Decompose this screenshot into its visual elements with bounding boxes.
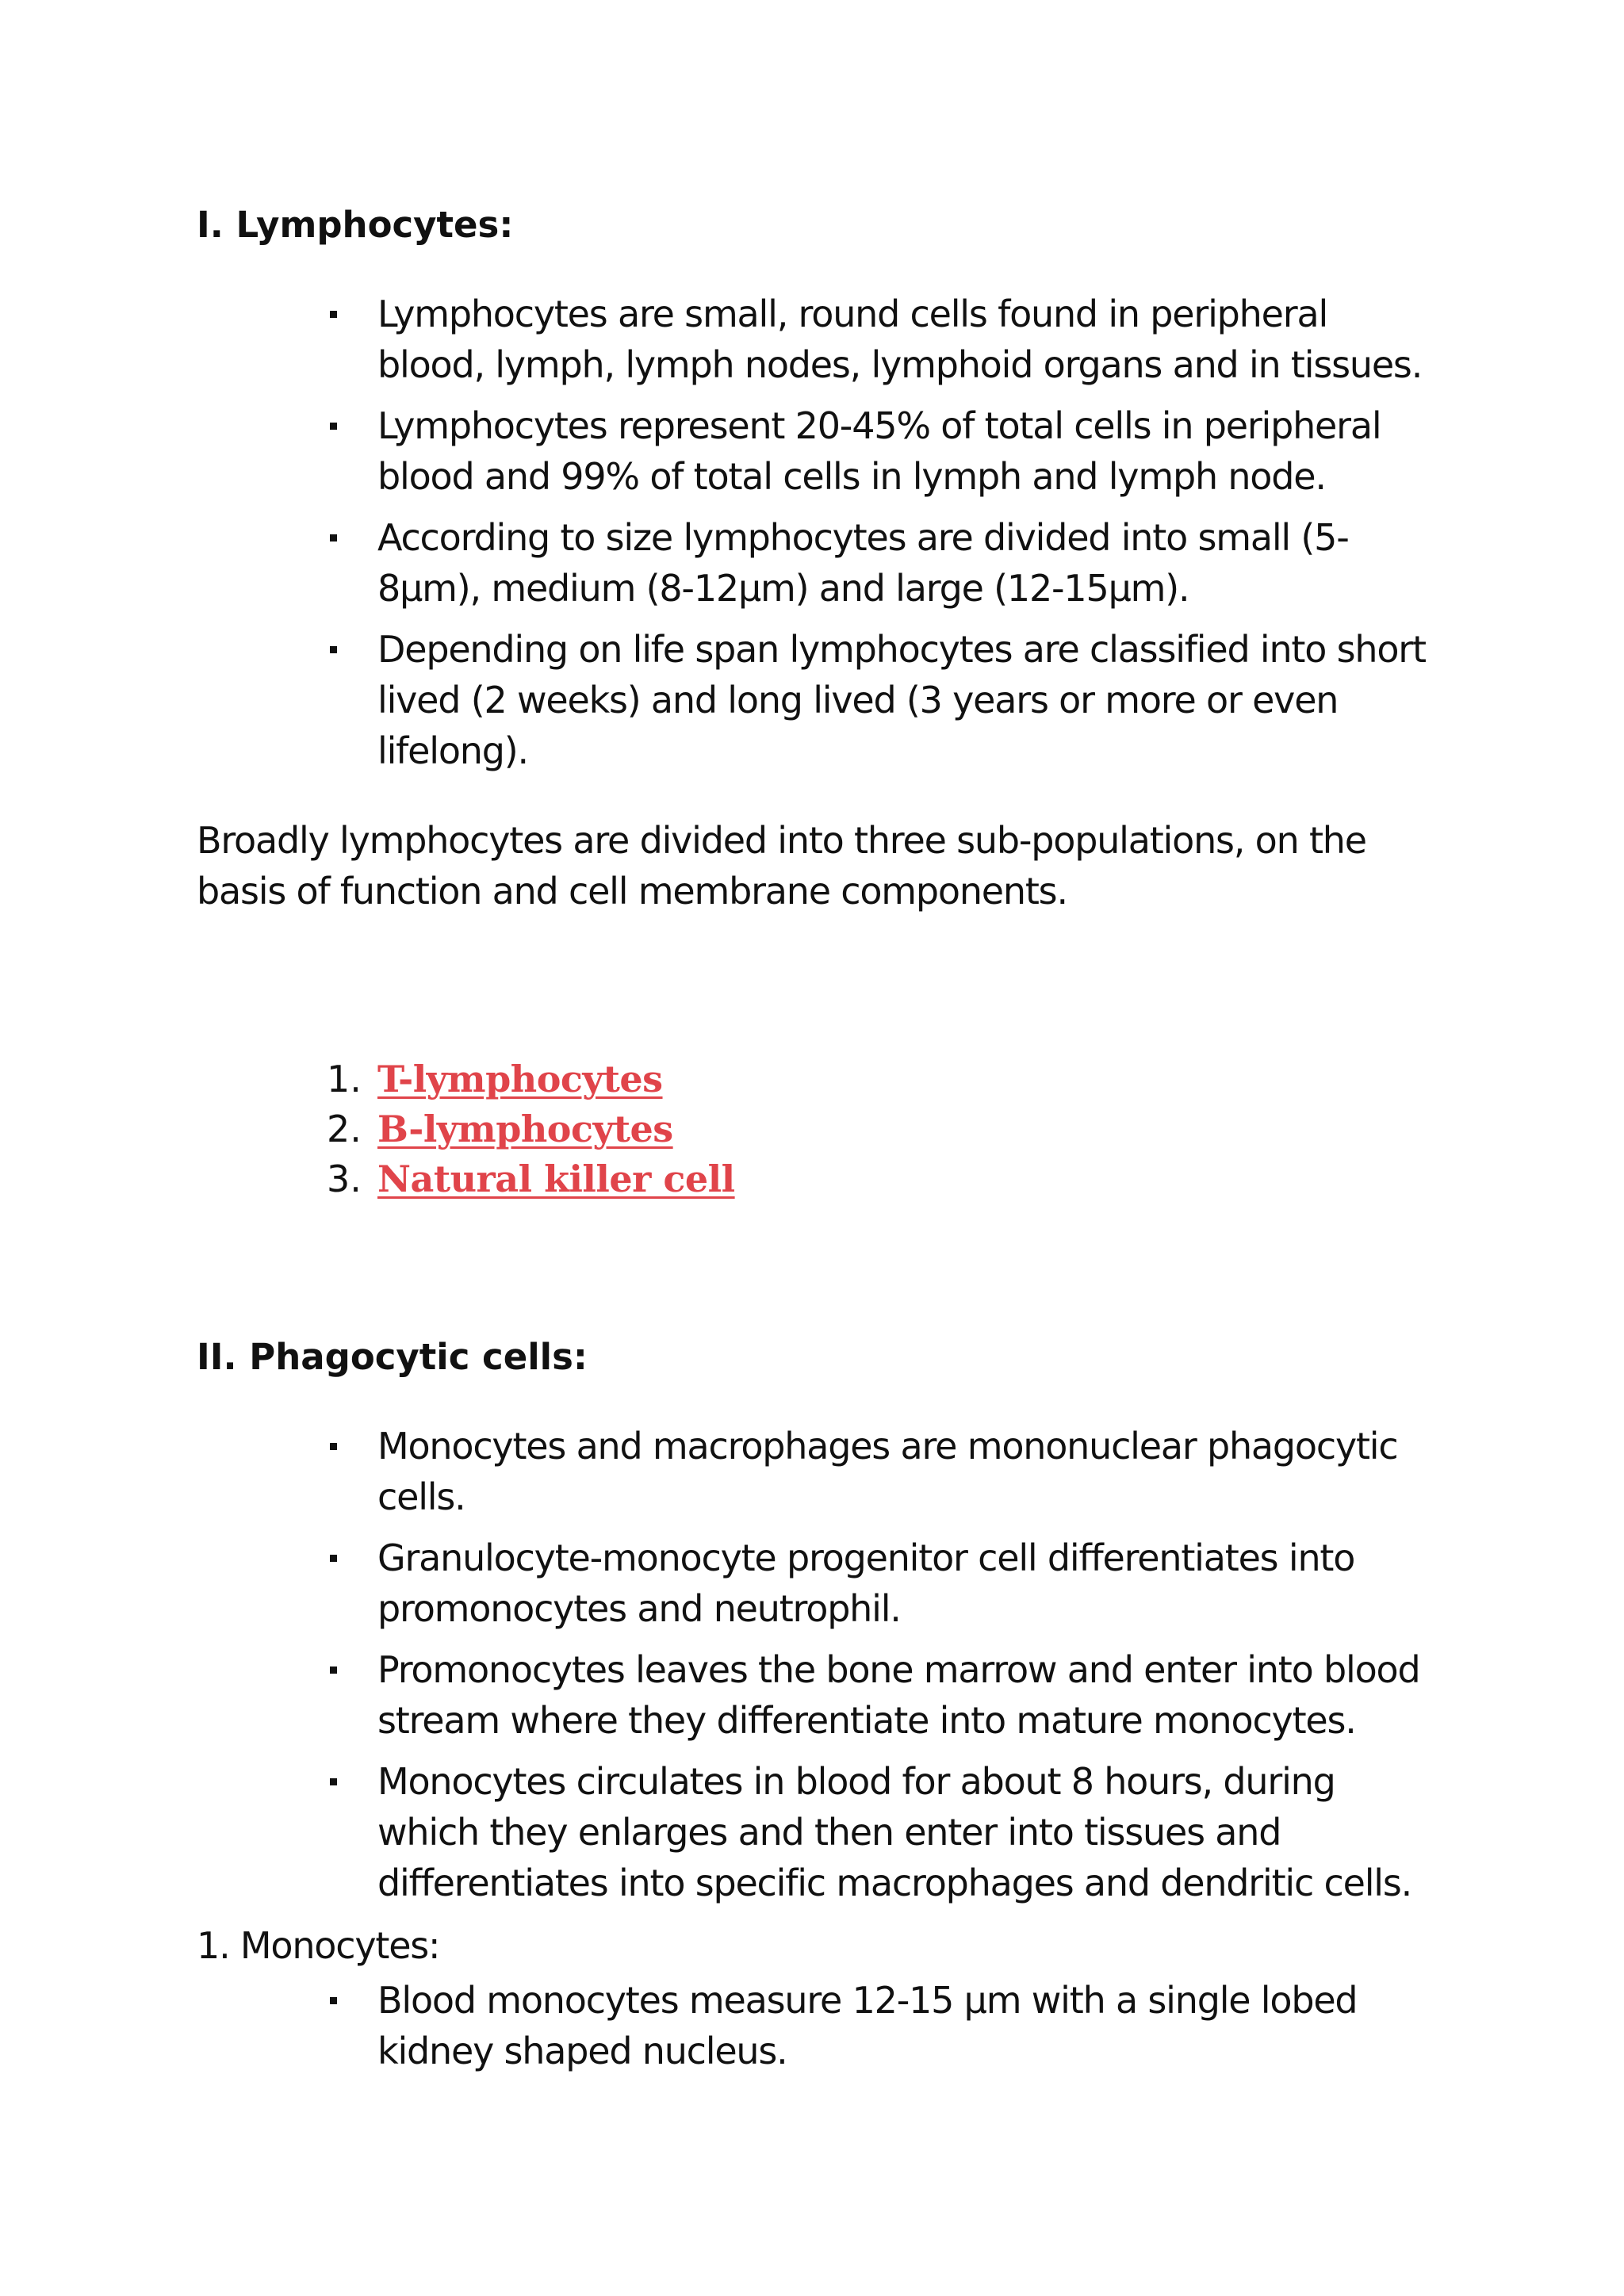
list-item (0, 512, 1440, 614)
monocytes-subheading: 1. Monocytes: (197, 1924, 440, 1967)
square-bullet-icon (330, 423, 337, 430)
t-lymphocytes-link[interactable]: T-lymphocytes (377, 1058, 663, 1100)
list-item-text: Lymphocytes are small, round cells found in peripheral blood, lymph, lymph nodes, lymphoid organs and in tissues. (377, 293, 1423, 386)
square-bullet-icon (330, 1443, 337, 1450)
subpopulation-intro-paragraph: Broadly lymphocytes are divided into three sub-populations, on the basis of function and cell membrane components. (197, 819, 1366, 913)
natural-killer-cell-link[interactable]: Natural killer cell (377, 1158, 735, 1200)
list-item (0, 289, 1440, 390)
square-bullet-icon (330, 1778, 337, 1785)
subpopulation-list (0, 1054, 735, 1204)
list-item-text: Monocytes and macrophages are mononuclear phagocytic cells. (377, 1425, 1398, 1518)
list-item-text: Depending on life span lymphocytes are classified into short lived (2 weeks) and long lived (3 years or more or even lifelong). (377, 628, 1426, 772)
lymphocyte-facts-list (0, 289, 1440, 786)
square-bullet-icon (330, 646, 337, 653)
list-number: 3. (327, 1158, 362, 1200)
square-bullet-icon (330, 1555, 337, 1562)
list-item (0, 400, 1440, 502)
square-bullet-icon (330, 1997, 337, 2004)
phagocytic-facts-list (0, 1421, 1440, 1908)
section-heading-phagocytic-cells: II. Phagocytic cells: (197, 1336, 588, 1378)
monocyte-facts-list (0, 1975, 1440, 2087)
list-item (0, 1644, 1440, 1746)
list-number: 1. (327, 1058, 362, 1100)
list-item (0, 1756, 1440, 1908)
square-bullet-icon (330, 534, 337, 541)
list-item (0, 1533, 1440, 1634)
list-item-text: According to size lymphocytes are divided into small (5-8µm), medium (8-12µm) and large (12-15µm). (377, 516, 1349, 610)
list-number: 2. (327, 1108, 362, 1150)
list-item-b-lymphocytes (0, 1104, 735, 1154)
list-item-t-lymphocytes (0, 1054, 735, 1104)
list-item-text: Monocytes circulates in blood for about 8 hours, during which they enlarges and then enter into tissues and differentiates into specific macrophages and dendritic cells. (377, 1760, 1412, 1904)
list-item (0, 1975, 1440, 2076)
list-item-text: Granulocyte-monocyte progenitor cell differentiates into promonocytes and neutrophil. (377, 1536, 1355, 1630)
list-item (0, 624, 1440, 776)
list-item-natural-killer-cell (0, 1154, 735, 1204)
square-bullet-icon (330, 311, 337, 318)
list-item-text: Blood monocytes measure 12-15 µm with a single lobed kidney shaped nucleus. (377, 1979, 1358, 2072)
section-heading-lymphocytes: I. Lymphocytes: (197, 204, 514, 246)
b-lymphocytes-link[interactable]: B-lymphocytes (377, 1108, 673, 1150)
square-bullet-icon (330, 1667, 337, 1674)
list-item-text: Lymphocytes represent 20-45% of total cells in peripheral blood and 99% of total cells in lymph and lymph node. (377, 404, 1381, 498)
list-item-text: Promonocytes leaves the bone marrow and enter into blood stream where they differentiate into mature monocytes. (377, 1648, 1420, 1742)
list-item (0, 1421, 1440, 1522)
